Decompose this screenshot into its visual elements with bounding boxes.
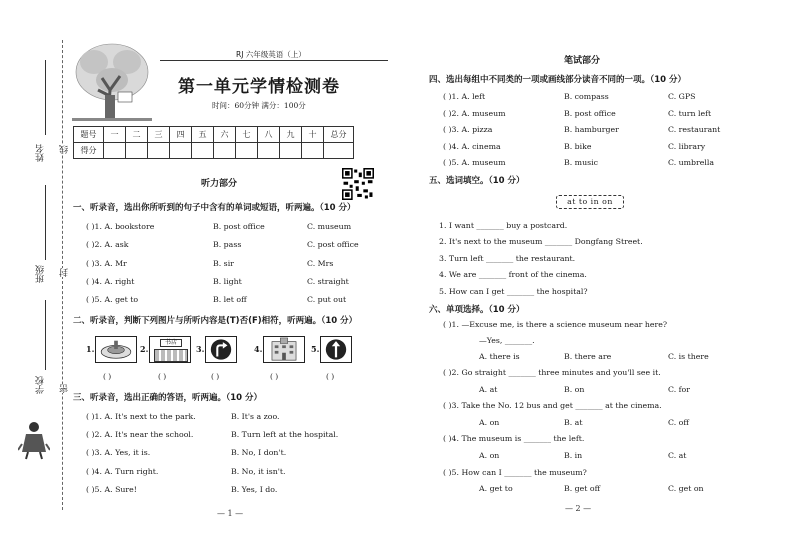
question-3-5: ( )5. A. Sure!	[86, 485, 137, 494]
option-b: B. bike	[564, 142, 592, 151]
score-cell: 总分	[324, 127, 354, 143]
score-cell: 九	[280, 127, 302, 143]
score-input-cell[interactable]	[236, 143, 258, 159]
picture-number: 2.	[140, 344, 149, 354]
spine-name-rule	[45, 60, 46, 135]
section-6-title: 六、单项选择。（10 分）	[429, 305, 525, 315]
section-2-title: 二、听录音，判断下列图片与所听内容是(T)否(F)相符，听两遍。（10 分）	[73, 316, 358, 326]
page-number: — 1 —	[217, 509, 244, 518]
score-table-header-row	[74, 127, 354, 143]
option-b: B. let off	[213, 295, 247, 304]
option-b: B. compass	[564, 92, 609, 101]
question-3-2: ( )2. A. It's near the school.	[86, 430, 194, 439]
fill-blank-3: 3. Turn left _______ the restaurant.	[439, 254, 576, 263]
score-table	[73, 126, 354, 159]
score-cell: 六	[214, 127, 236, 143]
option-b: B. in	[564, 451, 583, 460]
decorative-figure-icon	[18, 420, 50, 460]
option-c: C. straight	[307, 277, 349, 286]
option-c: C. put out	[307, 295, 347, 304]
question-1-1: ( )1. A. bookstore	[86, 222, 155, 231]
picture-number: 3.	[196, 344, 205, 354]
roundabout-picture	[95, 336, 137, 363]
option-a: A. there is	[479, 352, 520, 361]
option-a: A. on	[479, 418, 500, 427]
tree-illustration	[72, 40, 152, 122]
score-input-cell[interactable]	[324, 143, 354, 159]
mc-question-3: ( )3. Take the No. 12 bus and get _______ at the cinema.	[443, 401, 662, 410]
exam-title: 第一单元学情检测卷	[178, 77, 340, 97]
bookstore-picture	[149, 336, 191, 363]
option-c: C. is there	[668, 352, 709, 361]
mc-question-1: ( )1. —Excuse me, is there a science museum near here?	[443, 320, 668, 329]
mc-question-4: ( )4. The museum is _______ the left.	[443, 434, 585, 443]
page-number: — 2 —	[565, 504, 592, 513]
score-cell: 八	[258, 127, 280, 143]
score-cell: 题号	[74, 127, 104, 143]
score-input-cell[interactable]	[214, 143, 236, 159]
score-table-score-row	[74, 143, 354, 159]
option-b: B. No, it isn't.	[231, 467, 286, 476]
section-5-title: 五、选词填空。（10 分）	[429, 176, 525, 186]
score-input-cell[interactable]	[192, 143, 214, 159]
score-input-cell[interactable]	[148, 143, 170, 159]
mc-question-1-reply: —Yes, _______.	[479, 336, 535, 345]
page-2	[397, 0, 794, 541]
option-c: C. library	[668, 142, 706, 151]
answer-bracket[interactable]: ( )	[103, 372, 112, 381]
mc-question-2: ( )2. Go straight _______ three minutes and you'll see it.	[443, 368, 661, 377]
question-1-2: ( )2. A. ask	[86, 240, 129, 249]
option-b: B. No, I don't.	[231, 448, 287, 457]
option-b: B. there are	[564, 352, 612, 361]
option-c: C. get on	[668, 484, 704, 493]
question-3-4: ( )4. A. Turn right.	[86, 467, 159, 476]
option-c: C. at	[668, 451, 687, 460]
score-cell: 五	[192, 127, 214, 143]
spine-mark-xian: 线	[60, 145, 70, 154]
spine-mark-mi: 密	[60, 384, 70, 393]
question-4-3: ( )3. A. pizza	[443, 125, 493, 134]
score-cell: 四	[170, 127, 192, 143]
score-input-cell[interactable]	[104, 143, 126, 159]
option-b: B. light	[213, 277, 242, 286]
spine-school-label: 学校	[36, 376, 46, 394]
option-b: B. hamburger	[564, 125, 619, 134]
exam-subtitle: 时间：60分钟 满分：100分	[212, 101, 306, 110]
qr-code-icon	[342, 168, 374, 200]
answer-bracket[interactable]: ( )	[211, 372, 220, 381]
picture-number: 4.	[254, 344, 263, 354]
score-input-cell[interactable]	[280, 143, 302, 159]
section-1-title: 一、听录音，选出你所听到的句子中含有的单词或短语，听两遍。（10 分）	[73, 203, 356, 213]
written-title: 笔试部分	[564, 56, 601, 66]
word-bank-box: at to in on	[556, 195, 624, 209]
mc-question-5: ( )5. How can I _______ the museum?	[443, 468, 587, 477]
question-1-4: ( )4. A. right	[86, 277, 135, 286]
question-3-1: ( )1. A. It's next to the park.	[86, 412, 196, 421]
question-4-1: ( )1. A. left	[443, 92, 486, 101]
header-rule	[160, 60, 388, 61]
score-cell: 二	[126, 127, 148, 143]
option-c: C. Mrs	[307, 259, 334, 268]
question-1-3: ( )3. A. Mr	[86, 259, 127, 268]
fill-blank-4: 4. We are _______ front of the cinema.	[439, 270, 587, 279]
question-4-5: ( )5. A. museum	[443, 158, 506, 167]
score-cell: 十	[302, 127, 324, 143]
option-a: A. at	[479, 385, 498, 394]
option-b: B. sir	[213, 259, 234, 268]
option-c: C. museum	[307, 222, 352, 231]
option-b: B. post office	[213, 222, 265, 231]
picture-number: 1.	[86, 344, 95, 354]
score-cell: 一	[104, 127, 126, 143]
question-3-3: ( )3. A. Yes, it is.	[86, 448, 151, 457]
header-tag: RJ 六年级英语（上）	[236, 50, 306, 59]
option-b: B. pass	[213, 240, 242, 249]
go-straight-sign-icon	[320, 336, 352, 363]
score-cell: 三	[148, 127, 170, 143]
option-b: B. music	[564, 158, 598, 167]
fill-blank-1: 1. I want _______ buy a postcard.	[439, 221, 568, 230]
option-c: C. GPS	[668, 92, 696, 101]
hospital-building-picture	[263, 336, 305, 363]
question-4-4: ( )4. A. cinema	[443, 142, 501, 151]
answer-bracket[interactable]: ( )	[158, 372, 167, 381]
option-c: C. off	[668, 418, 689, 427]
turn-right-sign-icon	[205, 336, 237, 363]
option-b: B. Turn left at the hospital.	[231, 430, 339, 439]
option-a: A. get to	[479, 484, 513, 493]
section-3-title: 三、听录音，选出正确的答语，听两遍。（10 分）	[73, 393, 263, 403]
bookstore-sign: 书店	[160, 339, 182, 347]
option-b: B. post office	[564, 109, 616, 118]
spine-name-label: 姓名	[36, 144, 46, 162]
option-b: B. Yes, I do.	[231, 485, 278, 494]
option-b: B. It's a zoo.	[231, 412, 280, 421]
picture-number: 5.	[311, 344, 320, 354]
bookshelf	[154, 349, 188, 362]
option-b: B. at	[564, 418, 583, 427]
spine-class-label: 班级	[36, 265, 46, 283]
spine-mark-feng: 封	[60, 268, 70, 277]
fill-blank-5: 5. How can I get _______ the hospital?	[439, 287, 588, 296]
answer-bracket[interactable]: ( )	[326, 372, 335, 381]
answer-bracket[interactable]: ( )	[270, 372, 279, 381]
option-c: C. for	[668, 385, 690, 394]
listening-title: 听力部分	[201, 179, 238, 189]
option-a: A. on	[479, 451, 500, 460]
score-input-cell[interactable]	[126, 143, 148, 159]
score-input-cell[interactable]	[258, 143, 280, 159]
score-input-cell[interactable]	[302, 143, 324, 159]
fill-blank-2: 2. It's next to the museum _______ Dongfang Street.	[439, 237, 643, 246]
score-cell: 得分	[74, 143, 104, 159]
question-4-2: ( )2. A. museum	[443, 109, 506, 118]
option-c: C. restaurant	[668, 125, 721, 134]
option-b: B. get off	[564, 484, 601, 493]
option-c: C. post office	[307, 240, 359, 249]
option-c: C. umbrella	[668, 158, 715, 167]
spine-class-rule	[45, 185, 46, 260]
section-4-title: 四、选出每组中不同类的一项或画线部分读音不同的一项。（10 分）	[429, 75, 687, 85]
score-input-cell[interactable]	[170, 143, 192, 159]
question-1-5: ( )5. A. get to	[86, 295, 139, 304]
option-c: C. turn left	[668, 109, 712, 118]
score-cell: 七	[236, 127, 258, 143]
spine-school-rule	[45, 300, 46, 370]
option-b: B. on	[564, 385, 585, 394]
